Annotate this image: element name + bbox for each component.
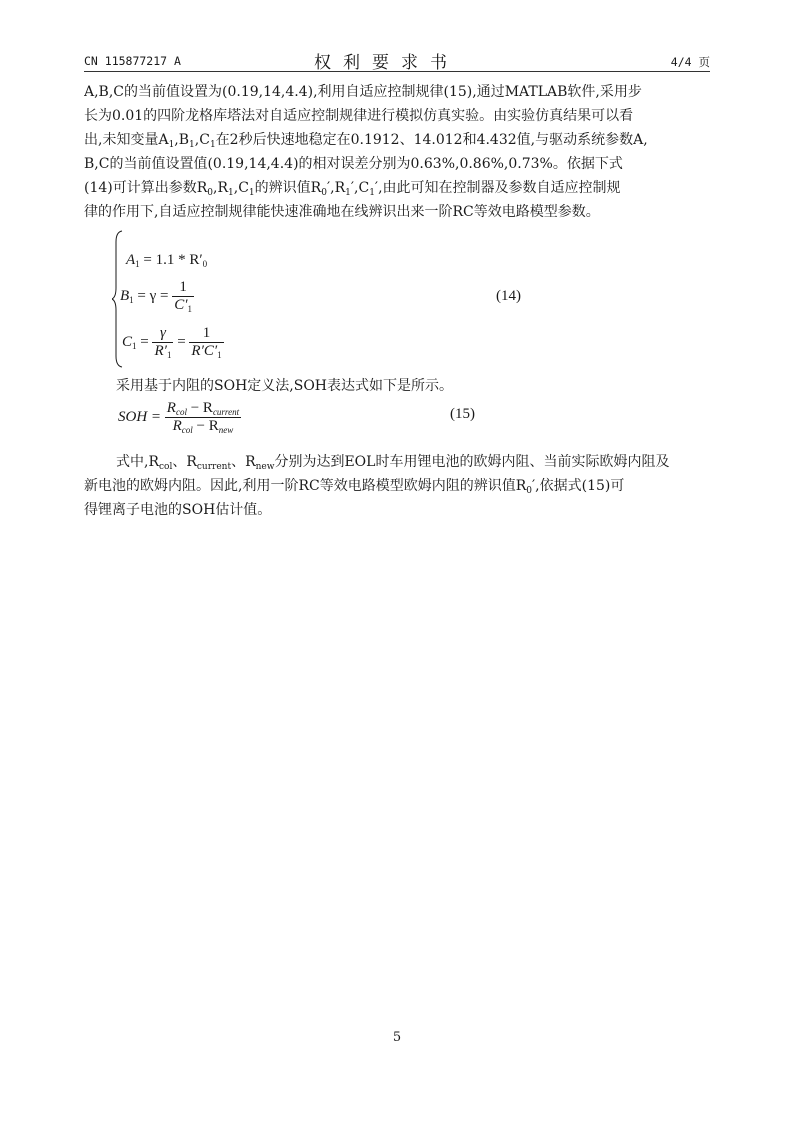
equation-b1: $B_1 = \gamma$ = $\frac{1}{C'_1}$: [120, 279, 193, 314]
paragraph-soh-definition: [84, 374, 710, 398]
header-divider: [84, 71, 710, 72]
page-header: [84, 48, 710, 73]
page-title: 权利要求书: [314, 53, 459, 73]
paragraph-simulation-results: [84, 80, 710, 224]
text-line: A,B,C的当前值设置为(0.19,14,4.4),利用自适应控制规律(15),通过MATLAB软件,采用步: [84, 84, 642, 100]
text-line: 新电池的欧姆内阻。因此,利用一阶RC等效电路模型欧姆内阻的辨识值$R_0'$,依据式(15)可: [84, 478, 625, 496]
equation-number-14: (14): [496, 288, 521, 304]
text-line: (14)可计算出参数$R_0,R_1,C_1$的辨识值$R_0',R_1',C_1'$,由此可知在控制器及参数自适应控制规: [84, 180, 621, 198]
equation-soh: SOH = $\frac{R_{col} - R_{current}}{R_{col} - R_{new}}$: [118, 400, 240, 435]
text-line: 式中$,R_{col}$、$R_{current}$、$R_{new}$分别为达到EOL时车用锂电池的欧姆内阻、当前实际欧姆内阻及: [116, 454, 670, 472]
paragraph-soh-explanation: [84, 450, 710, 522]
equation-a1: $A_1 = 1.1 * R'_0$: [126, 252, 208, 269]
text-line: 采用基于内阻的SOH定义法,SOH表达式如下是所示。: [116, 378, 454, 394]
text-line: 律的作用下,自适应控制规律能快速准确地在线辨识出来一阶RC等效电路模型参数。: [84, 204, 600, 220]
text-line: 出,未知变量$A_1,B_1,C_1$在2秒后快速地稳定在0.1912、14.012和4.432值,与驱动系统参数A,: [84, 132, 648, 150]
text-line: B,C的当前值设置值(0.19,14,4.4)的相对误差分别为0.63%,0.86%,0.73%。依据下式: [84, 156, 623, 172]
document-number: CN 115877217 A: [84, 54, 181, 68]
text-line: 长为0.01的四阶龙格库塔法对自适应控制规律进行模拟仿真实验。由实验仿真结果可以看: [84, 108, 634, 124]
text-line: 得锂离子电池的SOH估计值。: [84, 502, 272, 518]
equation-number-15: (15): [450, 406, 475, 422]
page-number: 5: [392, 1030, 402, 1045]
equation-c1: $C_1$ = $\frac{\gamma}{R'_1}$ = $\frac{1}{R'C'_1}$: [122, 325, 222, 360]
page-info: 4/4 页: [670, 55, 710, 69]
